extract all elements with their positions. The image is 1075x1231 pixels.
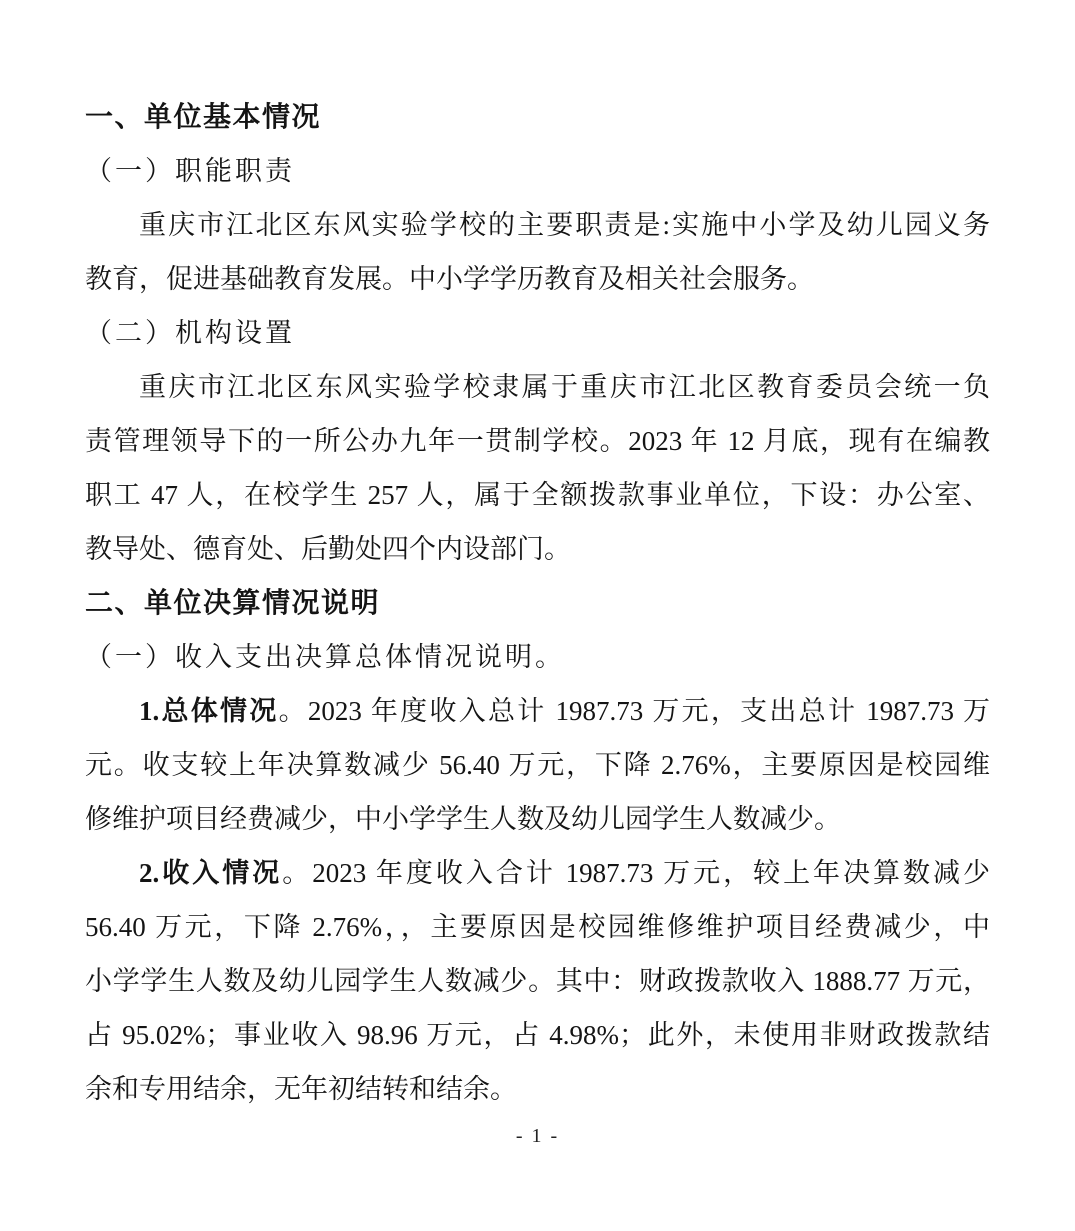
- body-line: [85, 522, 990, 576]
- body-line: [85, 414, 990, 468]
- body-line: [85, 900, 990, 954]
- text-segment: 重庆市江北区东风实验学校隶属于重庆市江北区教育委员会统一负: [139, 372, 990, 402]
- text-segment: 。2023 年度收入总计 1987.73 万元，支出总计 1987.73 万: [278, 696, 991, 726]
- text-segment: 修维护项目经费减少，中小学学生人数及幼儿园学生人数减少。: [85, 804, 841, 834]
- section-heading: [85, 90, 990, 144]
- body-line: [85, 252, 990, 306]
- text-segment: 一、单位基本情况: [85, 101, 322, 132]
- page-number: - 1 -: [515, 1125, 560, 1147]
- body-line: [85, 738, 990, 792]
- document-body: [85, 90, 990, 1116]
- body-line: [85, 198, 990, 252]
- body-line: [85, 846, 990, 900]
- text-segment: （一）收入支出决算总体情况说明。: [85, 642, 565, 672]
- text-segment: 。2023 年度收入合计 1987.73 万元，较上年决算数减少: [282, 858, 991, 888]
- text-segment: 小学学生人数及幼儿园学生人数减少。其中：财政拨款收入 1888.77 万元，: [85, 966, 990, 996]
- text-segment: 1.总体情况: [139, 696, 279, 726]
- text-segment: 56.40 万元，下降 2.76%，，主要原因是校园维修维护项目经费减少，中: [85, 912, 990, 942]
- body-line: [85, 684, 990, 738]
- body-line: [85, 468, 990, 522]
- body-line: [85, 792, 990, 846]
- section-heading: [85, 576, 990, 630]
- page-footer: [85, 1116, 990, 1156]
- text-segment: 元。收支较上年决算数减少 56.40 万元，下降 2.76%，主要原因是校园维: [85, 750, 990, 780]
- text-segment: 重庆市江北区东风实验学校的主要职责是:实施中小学及幼儿园义务: [139, 210, 990, 240]
- body-line: [85, 360, 990, 414]
- text-segment: 2.收入情况: [139, 858, 283, 888]
- text-segment: （二）机构设置: [85, 318, 295, 348]
- body-line: [85, 1062, 990, 1116]
- body-line: [85, 954, 990, 1008]
- text-segment: 余和专用结余，无年初结转和结余。: [85, 1074, 517, 1104]
- text-segment: 教育，促进基础教育发展。中小学学历教育及相关社会服务。: [85, 264, 814, 294]
- text-segment: 教导处、德育处、后勤处四个内设部门。: [85, 534, 571, 564]
- text-segment: 二、单位决算情况说明: [85, 587, 381, 618]
- sub-heading: [85, 630, 990, 684]
- text-segment: 职工 47 人，在校学生 257 人，属于全额拨款事业单位，下设：办公室、: [85, 480, 990, 510]
- text-segment: 占 95.02%；事业收入 98.96 万元，占 4.98%；此外，未使用非财政拨款结: [85, 1020, 990, 1050]
- text-segment: （一）职能职责: [85, 156, 295, 186]
- sub-heading: [85, 144, 990, 198]
- body-line: [85, 1008, 990, 1062]
- text-segment: 责管理领导下的一所公办九年一贯制学校。2023 年 12 月底，现有在编教: [85, 426, 990, 456]
- sub-heading: [85, 306, 990, 360]
